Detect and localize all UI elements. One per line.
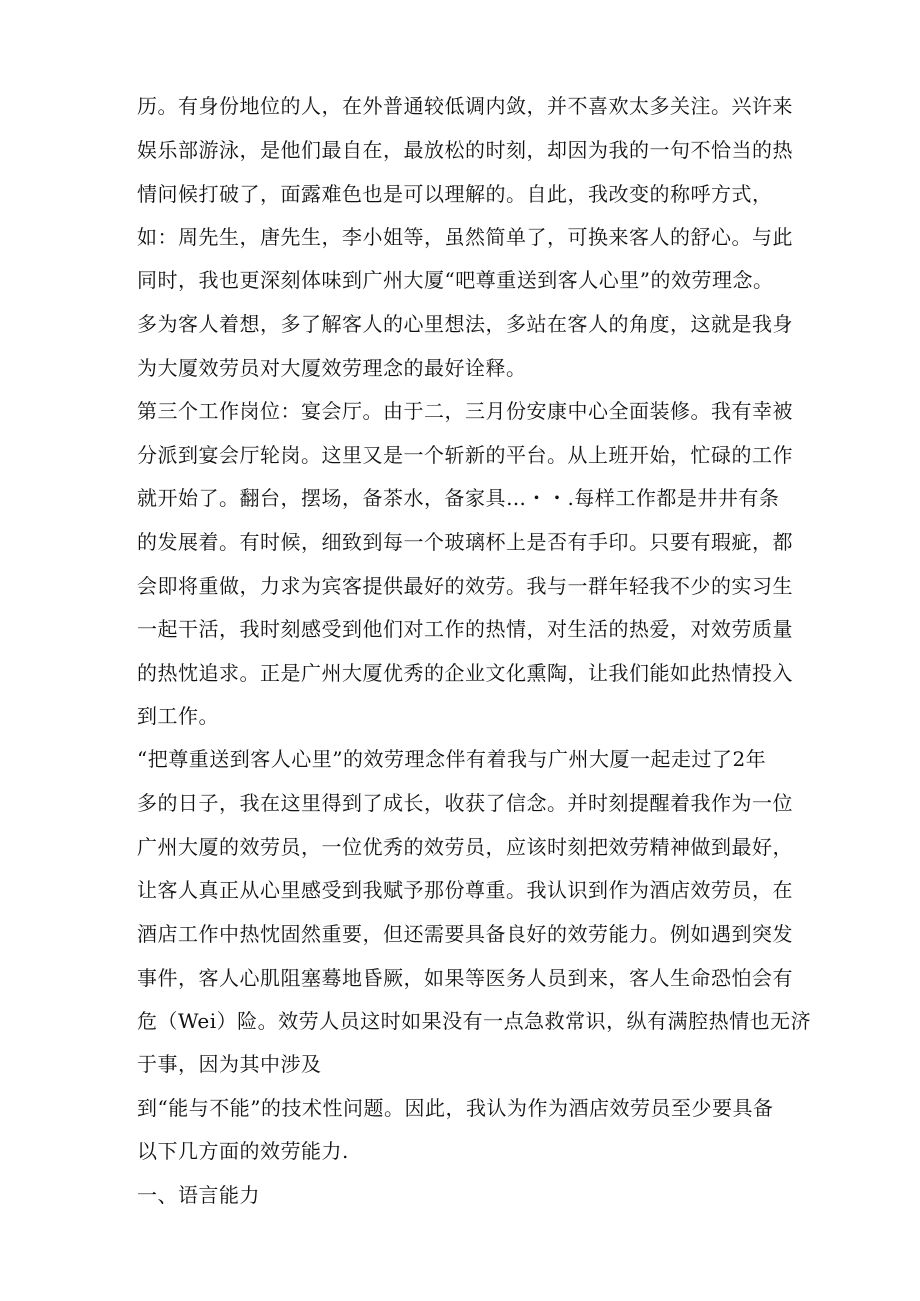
text-line: 同时，我也更深刻体味到广州大厦“吧尊重送到客人心里”的效劳理念。 <box>137 268 774 292</box>
text-line: 一起干活，我时刻感受到他们对工作的热情，对生活的热爱，对效劳质量 <box>137 617 793 641</box>
section-heading: 一、语言能力 <box>137 1183 260 1207</box>
text-line: 让客人真正从心里感受到我赋予那份尊重。我认识到作为酒店效劳员，在 <box>137 878 793 902</box>
text-line: 娱乐部游泳，是他们最自在，最放松的时刻，却因为我的一句不恰当的热 <box>137 138 793 162</box>
text-line: 的热忱追求。正是广州大厦优秀的企业文化熏陶，让我们能如此热情投入 <box>137 661 793 685</box>
text-line: 为大厦效劳员对大厦效劳理念的最好诠释。 <box>137 356 527 380</box>
text-line: 危（Wei）险。效劳人员这时如果没有一点急救常识，纵有满腔热情也无济 <box>137 1009 812 1033</box>
text-line: 多为客人着想，多了解客人的心里想法，多站在客人的角度，这就是我身 <box>137 312 793 336</box>
text-line: 事件，客人心肌阻塞蓦地昏厥，如果等医务人员到来，客人生命恐怕会有 <box>137 966 793 990</box>
text-line: 酒店工作中热忱固然重要，但还需要具备良好的效劳能力。例如遇到突发 <box>137 922 793 946</box>
text-line: 多的日子，我在这里得到了成长，收获了信念。并时刻提醒着我作为一位 <box>137 791 793 815</box>
text-line: 如：周先生，唐先生，李小姐等，虽然简单了，可换来客人的舒心。与此 <box>137 225 793 249</box>
text-line: 会即将重做，力求为宾客提供最好的效劳。我与一群年轻我不少的实习生 <box>137 574 793 598</box>
text-line: 情问候打破了，面露难色也是可以理解的。自此，我改变的称呼方式， <box>137 182 773 206</box>
text-line: 以下几方面的效劳能力. <box>137 1139 349 1163</box>
text-line: “把尊重送到客人心里”的效劳理念伴有着我与广州大厦一起走过了2年 <box>137 747 767 771</box>
text-line: 就开始了。翻台，摆场，备茶水，备家具…・・.每样工作都是井井有条 <box>137 486 780 510</box>
text-line: 历。有身份地位的人，在外普通较低调内敛，并不喜欢太多关注。兴许来 <box>137 94 793 118</box>
text-line: 于事，因为其中涉及 <box>137 1052 322 1076</box>
text-line: 到工作。 <box>137 704 219 728</box>
text-line: 到“能与不能”的技术性问题。因此，我认为作为酒店效劳员至少要具备 <box>137 1096 774 1120</box>
text-line: 广州大厦的效劳员，一位优秀的效劳员，应该时刻把效劳精神做到最好， <box>137 835 793 859</box>
text-line: 分派到宴会厅轮岗。这里又是一个斩新的平台。从上班开始，忙碌的工作 <box>137 443 793 467</box>
text-line: 的发展着。有时候，细致到每一个玻璃杯上是否有手印。只要有瑕疵，都 <box>137 530 793 554</box>
text-line: 第三个工作岗位：宴会厅。由于二，三月份安康中心全面装修。我有幸被 <box>137 399 793 423</box>
